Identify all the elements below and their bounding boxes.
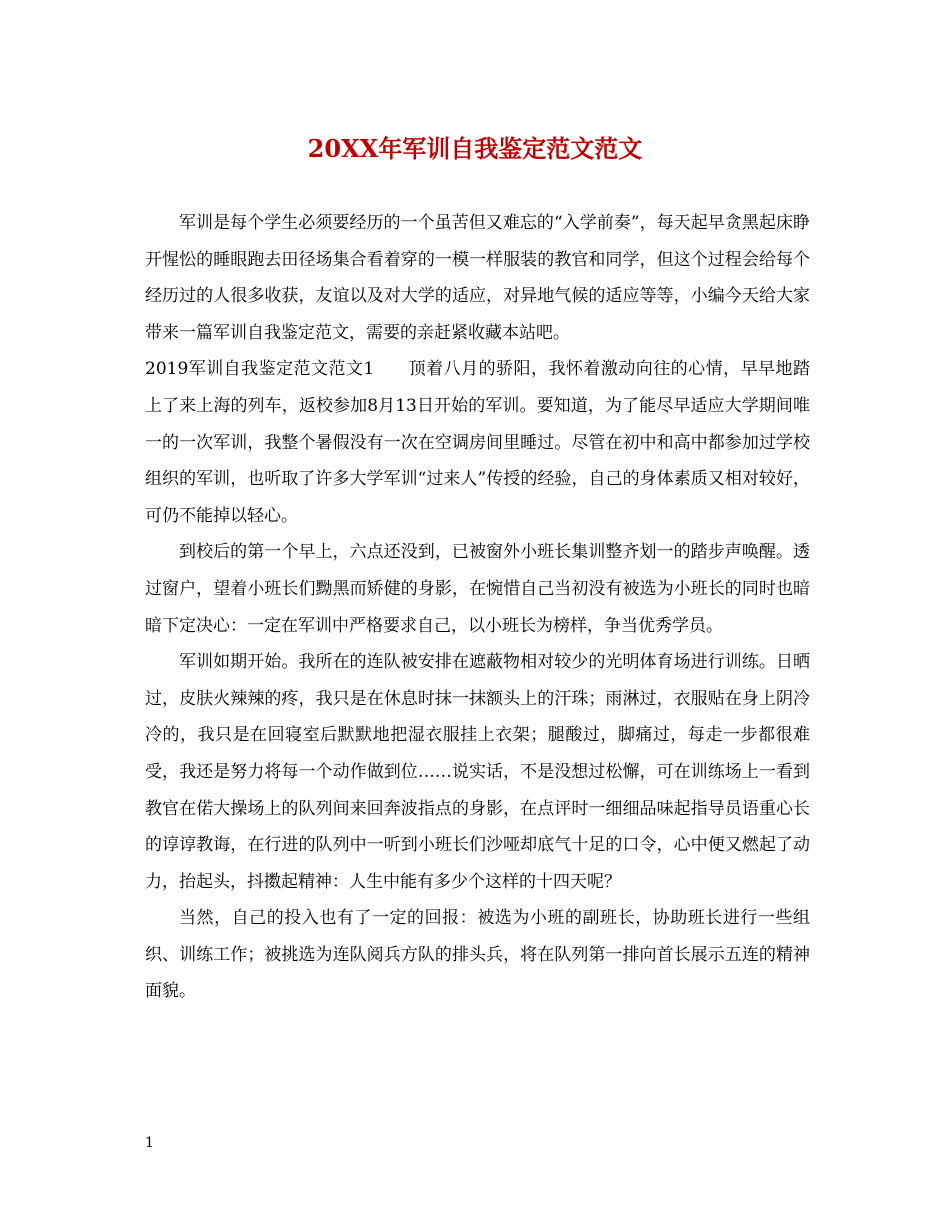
document-title: 20XX年军训自我鉴定范文范文 — [307, 134, 643, 163]
page-number: 1 — [145, 1135, 154, 1151]
paragraph-4: 当然，自己的投入也有了一定的回报：被选为小班的副班长，协助班长进行一些组织、训练工作；被挑选为连队阅兵方队的排头兵，将在队列第一排向首长展示五连的精神面貌。 — [145, 908, 810, 1002]
paragraph-2: 到校后的第一个早上，六点还没到，已被窗外小班长集训整齐划一的踏步声唤醒。透过窗户，望着小班长们黝黑而矫健的身影，在惋惜自己当初没有被选为小班长的同时也暗暗下定决心：一定在军训中严格要求自己，以小班长为榜样，争当优秀学员。 — [145, 542, 810, 636]
paragraph-3: 军训如期开始。我所在的连队被安排在遮蔽物相对较少的光明体育场进行训练。日晒过，皮肤火辣辣的疼，我只是在休息时抹一抹额头上的汗珠；雨淋过，衣服贴在身上阴冷冷的，我只是在回寝室后默默地把湿衣服挂上衣架；腿酸过，脚痛过，每走一步都很难受，我还是努力将每一个动作做到位……说实话，不是没想过松懈，可在训练场上一看到教官在偌大操场上的队列间来回奔波指点的身影，在点评时一细细品味起指导员语重心长的谆谆教诲，在行进的队列中一听到小班长们沙哑却底气十足的口令，心中便又燃起了动力，抬起头，抖擞起精神：人生中能有多少个这样的十四天呢？ — [145, 652, 810, 892]
intro-paragraph: 军训是每个学生必须要经历的一个虽苦但又难忘的“入学前奏”，每天起早贪黑起床睁开惺忪的睡眼跑去田径场集合看着穿的一模一样服装的教官和同学，但这个过程会给每个经历过的人很多收获，友谊以及对大学的适应，对异地气候的适应等等，小编今天给大家带来一篇军训自我鉴定范文，需要的亲赶紧收藏本站吧。 — [145, 213, 810, 343]
document-body — [145, 205, 810, 1010]
paragraph-1-text: 顶着八月的骄阳，我怀着激动向往的心情，早早地踏上了来上海的列车，返校参加8月13日开始的军训。要知道，为了能尽早适应大学期间唯一的一次军训，我整个暑假没有一次在空调房间里睡过。尽管在初中和高中都参加过学校组织的军训，也听取了许多大学军训“过来人”传授的经验，自己的身体素质又相对较好，可仍不能掉以轻心。 — [145, 359, 810, 526]
section-heading: 2019军训自我鉴定范文范文1 — [145, 359, 375, 380]
section-first-paragraph — [145, 351, 810, 534]
